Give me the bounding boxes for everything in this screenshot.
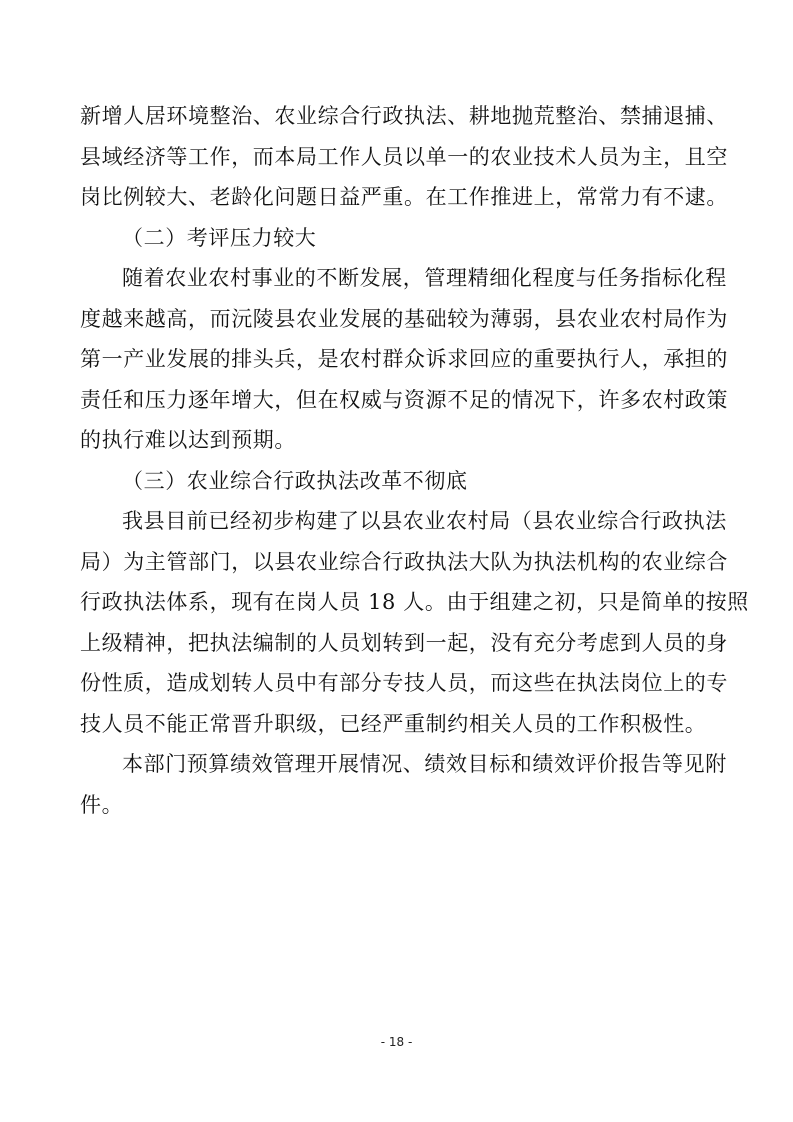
page-number: - 18 -	[380, 1035, 413, 1049]
text-line: 第一产业发展的排头兵，是农村群众诉求回应的重要执行人，承担的	[80, 347, 728, 371]
text-line: 行政执法体系，现有在岗人员 18 人。由于组建之初，只是简单的按照	[80, 590, 749, 614]
text-line: 随着农业农村事业的不断发展，管理精细化程度与任务指标化程	[122, 266, 727, 290]
text-line: 本部门预算绩效管理开展情况、绩效目标和绩效评价报告等见附	[122, 752, 727, 776]
section-heading: （三）农业综合行政执法改革不彻底	[122, 468, 468, 493]
text-line: 责任和压力逐年增大，但在权威与资源不足的情况下，许多农村政策	[80, 387, 728, 412]
text-line: 件。	[80, 792, 124, 817]
text-line: 局）为主管部门，以县农业综合行政执法大队为执法机构的农业综合	[80, 549, 728, 574]
text-line: 度越来越高，而沅陵县农业发展的基础较为薄弱，县农业农村局作为	[80, 306, 728, 331]
text-line: 岗比例较大、老龄化问题日益严重。在工作推进上，常常力有不逮。	[80, 185, 728, 209]
text-line: 新增人居环境整治、农业综合行政执法、耕地抛荒整治、禁捕退捕、	[80, 104, 728, 128]
body-text	[80, 96, 749, 825]
text-line: 县域经济等工作，而本局工作人员以单一的农业技术人员为主，且空	[80, 144, 728, 169]
text-line: 份性质，造成划转人员中有部分专技人员，而这些在执法岗位上的专	[80, 671, 728, 695]
text-line: 上级精神，把执法编制的人员划转到一起，没有充分考虑到人员的身	[80, 630, 728, 655]
text-line: 的执行难以达到预期。	[80, 428, 296, 452]
section-heading: （二）考评压力较大	[122, 225, 317, 250]
text-line: 我县目前已经初步构建了以县农业农村局（县农业综合行政执法	[122, 509, 727, 533]
text-line: 技人员不能正常晋升职级，已经严重制约相关人员的工作积极性。	[80, 711, 707, 736]
